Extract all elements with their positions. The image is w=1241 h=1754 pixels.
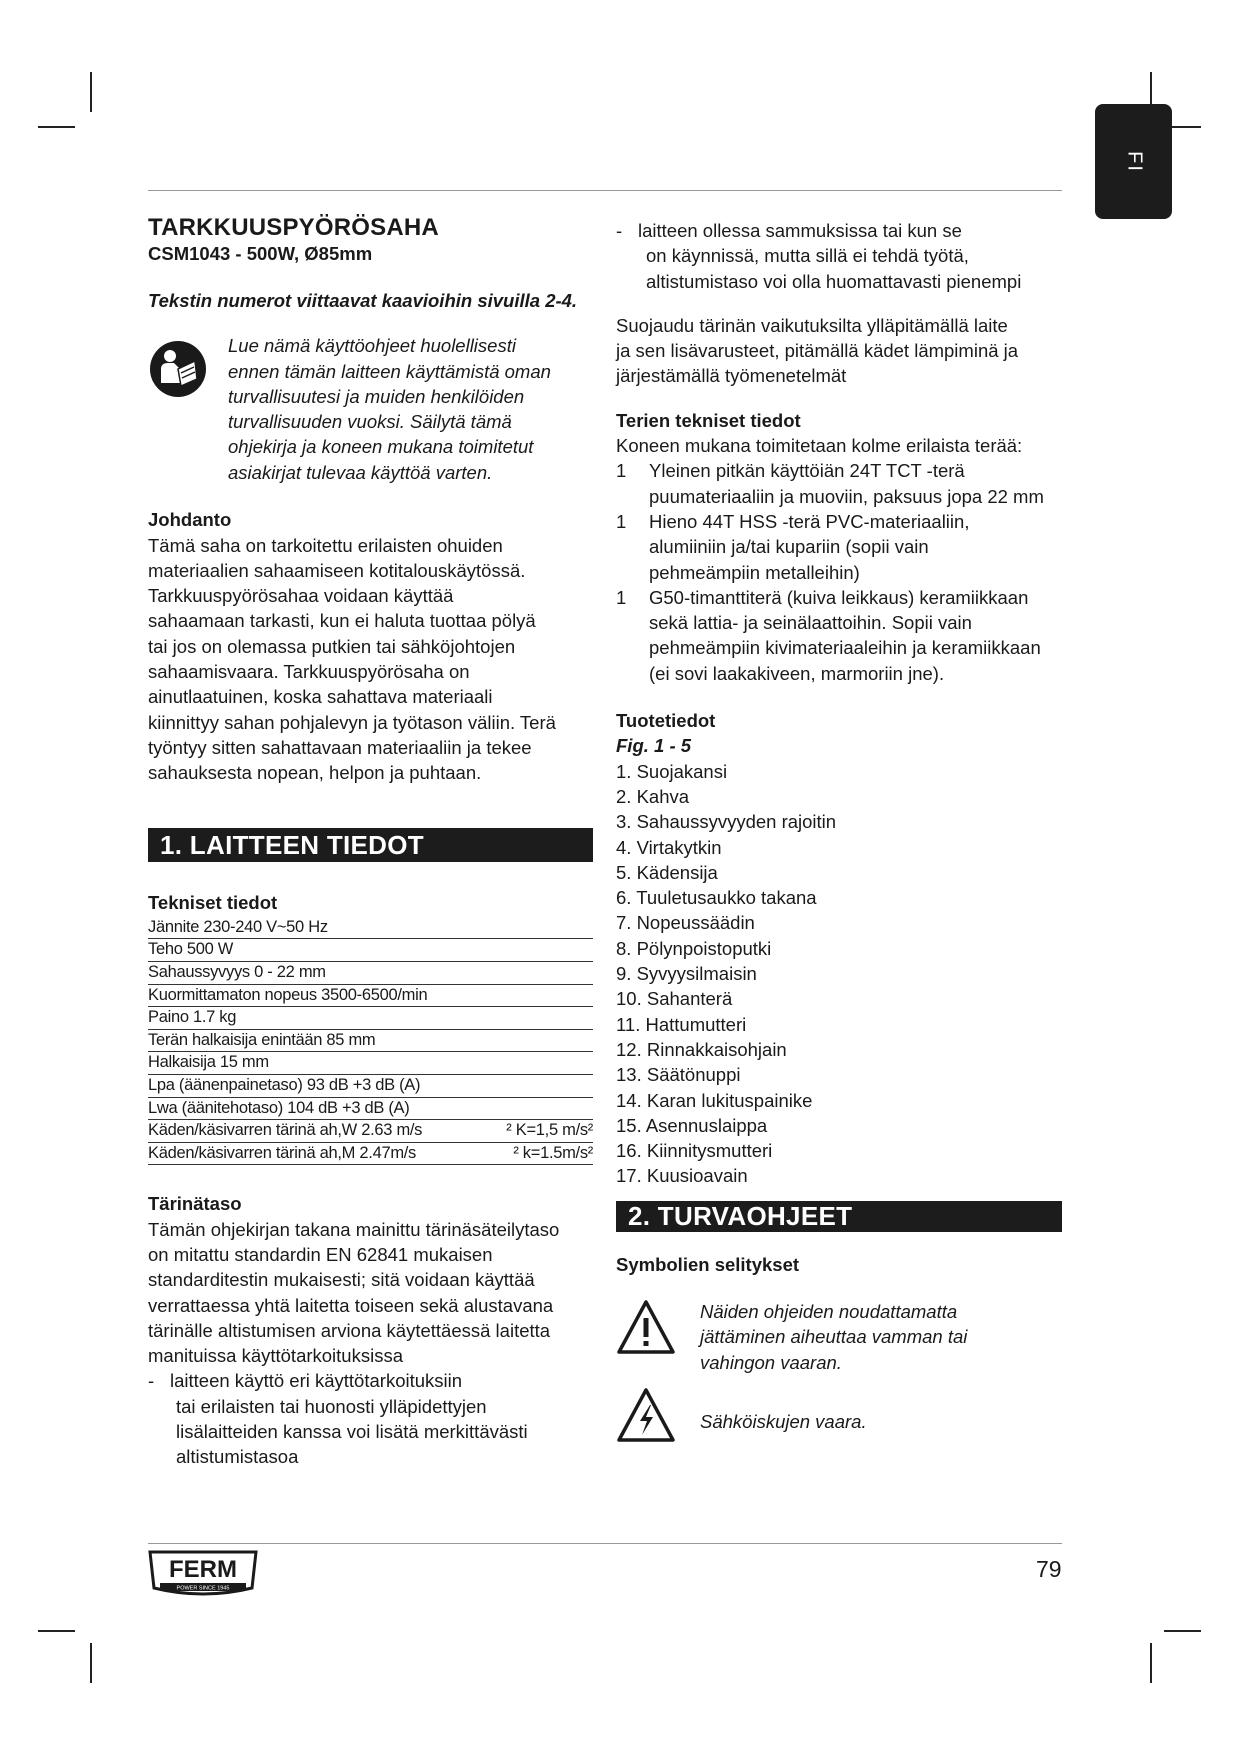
- text-line: ainutlaatuinen, koska sahattava materiaali: [148, 686, 493, 708]
- logo-wordmark: FERM: [169, 1556, 237, 1583]
- electric-shock-icon: [616, 1387, 676, 1443]
- text-line: laitteen käyttö eri käyttötarkoituksiin: [170, 1370, 463, 1392]
- page-number: 79: [1036, 1556, 1062, 1582]
- spec-label: Paino 1.7 kg: [148, 1008, 237, 1027]
- text-line: Hieno 44T HSS -terä PVC-materiaaliin,: [649, 510, 970, 532]
- text-line: sekä lattia- ja seinälaattoihin. Sopii vain: [649, 612, 972, 634]
- bottom-rule: [148, 1543, 1062, 1544]
- text-line: Tarkkuuspyörösahaa voidaan käyttää: [148, 585, 454, 607]
- text-line: työntyy sitten sahattavaan materiaaliin ja tekee: [148, 736, 532, 758]
- spec-row: [148, 1052, 593, 1075]
- blade-number: 1: [616, 460, 627, 482]
- list-item: 14. Karan lukituspainike: [616, 1089, 813, 1111]
- text-line: pehmeämpiin kivimateriaaleihin ja keramiikkaan: [649, 637, 1041, 659]
- list-item: 2. Kahva: [616, 785, 690, 807]
- blade-item: [616, 509, 1062, 585]
- text-line: jättäminen aiheuttaa vamman tai: [700, 1326, 968, 1348]
- blade-number: 1: [616, 586, 627, 608]
- section-heading-symbols: Symbolien selitykset: [616, 1253, 800, 1275]
- list-item: 13. Säätönuppi: [616, 1064, 741, 1086]
- spec-label: Lwa (äänitehotaso) 104 dB +3 dB (A): [148, 1098, 410, 1117]
- warning-symbol-row: [616, 1299, 1062, 1389]
- text-line: Lue nämä käyttöohjeet huolellisesti: [228, 335, 516, 357]
- ferm-logo: [148, 1548, 258, 1598]
- crop-mark: [1150, 1643, 1152, 1683]
- section-heading-blades: Terien tekniset tiedot: [616, 409, 801, 431]
- text-line: Yleinen pitkän käyttöiän 24T TCT -terä: [649, 460, 965, 482]
- product-title: TARKKUUSPYÖRÖSAHA: [148, 214, 439, 241]
- text-line: laitteen ollessa sammuksissa tai kun se: [638, 220, 962, 241]
- language-tab-label: FI: [1123, 150, 1145, 173]
- language-tab: [1095, 104, 1172, 219]
- text-line: järjestämällä työmenetelmät: [616, 365, 847, 387]
- text-line: tai erilaisten tai huonosti ylläpidettyjen: [176, 1395, 487, 1417]
- list-item: 16. Kiinnitysmutteri: [616, 1140, 773, 1162]
- text-line: puumateriaaliin ja muoviin, paksuus jopa 22 mm: [649, 485, 1044, 507]
- electric-shock-symbol-row: [616, 1387, 1062, 1477]
- dash-bullet: -: [148, 1370, 155, 1392]
- section-heading-tekniset-tiedot: Tekniset tiedot: [148, 891, 278, 913]
- read-manual-text: [228, 333, 593, 485]
- list-item: 17. Kuusioavain: [616, 1165, 748, 1187]
- text-line: verrattaessa yhtä laitetta toiseen sekä alustavana: [148, 1294, 554, 1316]
- list-item: 5. Kädensija: [616, 861, 718, 883]
- spec-row: [148, 1120, 593, 1143]
- text-line: manituissa käyttötarkoituksissa: [148, 1345, 403, 1367]
- crop-mark: [90, 1643, 92, 1683]
- protection-paragraph: [616, 313, 1062, 389]
- text-line: on käynnissä, mutta sillä ei tehdä työtä,: [646, 245, 969, 267]
- section-banner-turvaohjeet: 2. TURVAOHJEET: [616, 1201, 1062, 1232]
- spec-row: [148, 1143, 593, 1166]
- right-column: [616, 218, 1062, 1477]
- list-item: 15. Asennuslaippa: [616, 1114, 768, 1136]
- blade-number: 1: [616, 510, 627, 532]
- tarinataso-paragraph: [148, 1217, 593, 1369]
- list-item: [616, 218, 1062, 294]
- list-item: [148, 1368, 593, 1469]
- spec-label: Jännite 230-240 V~50 Hz: [148, 917, 328, 936]
- text-line: tai jos on olemassa putkien tai sähköjohtojen: [148, 635, 516, 657]
- text-line: pehmeämpiin metalleihin): [649, 561, 860, 583]
- text-line: altistumistasoa: [176, 1446, 299, 1468]
- text-line: alumiiniin ja/tai kupariin (sopii vain: [649, 536, 929, 558]
- spec-label: Terän halkaisija enintään 85 mm: [148, 1030, 376, 1049]
- text-line: vahingon vaaran.: [700, 1351, 842, 1373]
- blade-item: [616, 585, 1062, 686]
- list-item: 12. Rinnakkaisohjain: [616, 1038, 787, 1060]
- text-line: tärinälle altistumisen arviona käytettäessä laitetta: [148, 1319, 551, 1341]
- dash-bullet: -: [616, 220, 623, 241]
- spec-extra: ² K=1,5 m/s²: [506, 1121, 593, 1140]
- text-line: sahaamisvaara. Tarkkuuspyörösaha on: [148, 661, 470, 683]
- section-heading-johdanto: Johdanto: [148, 509, 232, 531]
- text-line: Suojaudu tärinän vaikutuksilta ylläpitämällä laite: [616, 314, 1008, 336]
- text-line: on mitattu standardin EN 62841 mukaisen: [148, 1243, 493, 1265]
- spec-row: [148, 1075, 593, 1098]
- text-line: G50-timanttiterä (kuiva leikkaus) keramiikkaan: [649, 586, 1029, 608]
- text-line: asiakirjat tulevaa käyttöä varten.: [228, 461, 493, 483]
- blade-item: [616, 458, 1062, 509]
- electric-shock-text: Sähköiskujen vaara.: [700, 1410, 867, 1432]
- spec-label: Halkaisija 15 mm: [148, 1053, 269, 1072]
- section-heading-tuotetiedot: Tuotetiedot: [616, 710, 716, 732]
- list-item: 3. Sahaussyvyyden rajoitin: [616, 811, 837, 833]
- spec-extra: ² k=1.5m/s²: [513, 1143, 593, 1162]
- text-line: ja sen lisävarusteet, pitämällä kädet lämpiminä ja: [616, 340, 1019, 362]
- read-manual-icon: [148, 339, 208, 399]
- text-line: materiaalien sahaamiseen kotitalouskäytössä.: [148, 559, 526, 581]
- read-manual-notice: [148, 333, 593, 493]
- list-item: 8. Pölynpoistoputki: [616, 937, 772, 959]
- spec-row: [148, 985, 593, 1008]
- blades-intro: Koneen mukana toimitetaan kolme erilaista terää:: [616, 435, 1023, 457]
- list-item-continuation: [638, 243, 1062, 294]
- text-line: Tämä saha on tarkoitettu erilaisten ohuiden: [148, 534, 503, 556]
- crop-mark: [38, 1630, 75, 1632]
- text-line: standarditestin mukaisesti; sitä voidaan käyttää: [148, 1269, 535, 1291]
- spec-row: [148, 1007, 593, 1030]
- text-line: ennen tämän laitteen käyttämistä oman: [228, 360, 551, 382]
- list-item: 6. Tuuletusaukko takana: [616, 887, 817, 909]
- spec-row: [148, 1098, 593, 1121]
- list-item-continuation: [170, 1394, 593, 1470]
- spec-label: Sahaussyvyys 0 - 22 mm: [148, 963, 326, 982]
- spec-row: [148, 1030, 593, 1053]
- figure-reference-note: Tekstin numerot viittaavat kaavioihin sivuilla 2-4.: [148, 290, 578, 311]
- text-line: turvallisuutesi ja muiden henkilöiden: [228, 385, 525, 407]
- list-item: 11. Hattumutteri: [616, 1013, 747, 1035]
- crop-mark: [38, 126, 75, 128]
- crop-mark: [90, 72, 92, 112]
- spec-label: Lpa (äänenpainetaso) 93 dB +3 dB (A): [148, 1076, 421, 1095]
- spec-row: [148, 939, 593, 962]
- parts-list: [616, 759, 1062, 1189]
- section-banner-laitteen-tiedot: 1. LAITTEEN TIEDOT: [148, 828, 593, 862]
- figure-reference: Fig. 1 - 5: [616, 735, 692, 757]
- spec-table: [148, 917, 593, 1166]
- top-rule: [148, 190, 1062, 191]
- text-line: kiinnittyy sahan pohjalevyn ja työtason väliin. Terä: [148, 711, 556, 733]
- spec-label: Käden/käsivarren tärinä ah,M 2.47m/s: [148, 1143, 417, 1162]
- spec-label: Teho 500 W: [148, 940, 234, 959]
- spec-row: [148, 917, 593, 940]
- product-model: CSM1043 - 500W, Ø85mm: [148, 243, 373, 264]
- text-line: Tämän ohjekirjan takana mainittu tärinäsäteilytaso: [148, 1218, 560, 1240]
- list-item: 7. Nopeussäädin: [616, 912, 755, 934]
- spec-label: Kuormittamaton nopeus 3500-6500/min: [148, 985, 428, 1004]
- text-line: Näiden ohjeiden noudattamatta: [700, 1300, 958, 1322]
- text-line: altistumistaso voi olla huomattavasti pienempi: [646, 270, 1022, 292]
- text-line: turvallisuuden vuoksi. Säilytä tämä: [228, 411, 512, 433]
- text-line: sahauksesta nopean, helpon ja puhtaan.: [148, 762, 482, 784]
- spec-label: Käden/käsivarren tärinä ah,W 2.63 m/s: [148, 1121, 423, 1140]
- crop-mark: [1164, 1630, 1201, 1632]
- text-line: (ei sovi laakakiveen, marmoriin jne).: [649, 662, 945, 684]
- spec-row: [148, 962, 593, 985]
- list-item: 9. Syvyysilmaisin: [616, 963, 757, 985]
- left-column: [148, 214, 593, 1470]
- list-item: 4. Virtakytkin: [616, 836, 722, 858]
- warning-text: [700, 1299, 1060, 1375]
- list-item: 1. Suojakansi: [616, 760, 728, 782]
- text-line: lisälaitteiden kanssa voi lisätä merkittävästi: [176, 1421, 528, 1443]
- list-item: 10. Sahanterä: [616, 988, 733, 1010]
- johdanto-paragraph: [148, 533, 593, 786]
- warning-triangle-icon: [616, 1299, 676, 1355]
- text-line: ohjekirja ja koneen mukana toimitetut: [228, 436, 534, 458]
- logo-tagline: POWER SINCE 1945: [176, 1585, 230, 1592]
- section-heading-tarinataso: Tärinätaso: [148, 1193, 242, 1215]
- text-line: sahaamaan tarkasti, kun ei haluta tuottaa pölyä: [148, 610, 536, 632]
